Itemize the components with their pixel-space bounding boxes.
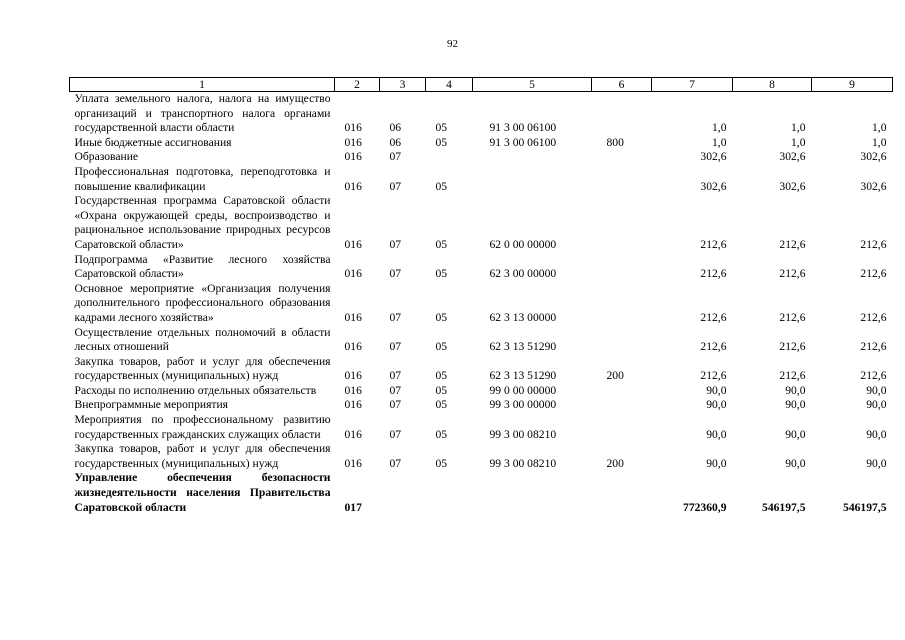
cell-target-article	[473, 165, 592, 194]
table-row	[70, 92, 893, 136]
cell-amount-col8: 90,0	[785, 427, 806, 441]
cell-subsection	[426, 471, 473, 515]
cell-section: 06	[389, 135, 402, 149]
cell-section: 07	[389, 369, 402, 383]
cell-target-article: 99 0 00 00000	[489, 383, 557, 397]
cell-ministry-code: 016	[344, 383, 362, 397]
row-name: Внепрограммные мероприятия	[74, 398, 229, 412]
row-name: Уплата земельного налога, налога на имущество организаций и транспортного налога органами государственной власти области	[74, 92, 331, 135]
cell-subsection: 05	[435, 179, 448, 193]
table-row	[70, 471, 893, 515]
cell-ministry-code: 016	[344, 340, 362, 354]
cell-amount-col8: 212,6	[779, 267, 806, 281]
header-cell: 5	[473, 78, 592, 92]
cell-target-article: 99 3 00 00000	[489, 398, 557, 412]
cell-ministry-code: 016	[344, 135, 362, 149]
cell-amount-col7: 1,0	[712, 121, 727, 135]
cell-amount-col7: 212,6	[700, 369, 727, 383]
cell-amount-col8: 90,0	[785, 456, 806, 470]
header-cell: 9	[812, 78, 893, 92]
table-row	[70, 165, 893, 194]
row-name: Управление обеспечения безопасности жизнедеятельности населения Правительства Саратовской области	[74, 471, 331, 514]
cell-ministry-code: 016	[344, 456, 362, 470]
cell-section: 07	[389, 427, 402, 441]
cell-subsection	[426, 150, 473, 165]
table-row	[70, 384, 893, 399]
table-row	[70, 253, 893, 282]
cell-amount-col8: 302,6	[779, 150, 806, 164]
header-cell: 3	[380, 78, 426, 92]
cell-amount-col8: 212,6	[779, 369, 806, 383]
header-row	[70, 78, 893, 92]
cell-target-article: 62 0 00 00000	[489, 237, 557, 251]
table-header	[70, 78, 893, 92]
cell-amount-col9: 302,6	[860, 150, 887, 164]
cell-amount-col9: 212,6	[860, 340, 887, 354]
row-name: Подпрограмма «Развитие лесного хозяйства Саратовской области»	[74, 252, 331, 281]
cell-target-article	[473, 471, 592, 515]
cell-amount-col7: 90,0	[706, 383, 727, 397]
table-row	[70, 194, 893, 252]
cell-ministry-code: 016	[344, 427, 362, 441]
cell-expense-type	[592, 92, 652, 136]
cell-ministry-code: 016	[344, 267, 362, 281]
cell-expense-type: 800	[606, 135, 624, 149]
cell-ministry-code: 016	[344, 398, 362, 412]
cell-subsection: 05	[435, 369, 448, 383]
cell-amount-col7: 212,6	[700, 340, 727, 354]
cell-ministry-code: 017	[344, 500, 362, 514]
cell-subsection: 05	[435, 398, 448, 412]
cell-target-article: 62 3 13 51290	[489, 369, 557, 383]
budget-table	[69, 77, 893, 515]
cell-section: 07	[389, 383, 402, 397]
cell-amount-col9: 90,0	[866, 427, 887, 441]
cell-target-article: 99 3 00 08210	[489, 456, 557, 470]
cell-amount-col9: 1,0	[872, 121, 887, 135]
cell-amount-col7: 90,0	[706, 456, 727, 470]
cell-amount-col8: 1,0	[791, 135, 806, 149]
header-cell: 8	[733, 78, 812, 92]
cell-amount-col8: 1,0	[791, 121, 806, 135]
row-name: Образование	[74, 150, 139, 164]
cell-amount-col9: 212,6	[860, 237, 887, 251]
row-name: Мероприятия по профессиональному развитию государственных гражданских служащих области	[74, 413, 331, 441]
cell-amount-col7: 90,0	[706, 427, 727, 441]
table-body	[70, 92, 893, 516]
cell-expense-type	[592, 253, 652, 282]
cell-amount-col9: 90,0	[866, 456, 887, 470]
table-row	[70, 355, 893, 384]
cell-ministry-code: 016	[344, 121, 362, 135]
cell-target-article	[473, 150, 592, 165]
cell-expense-type	[592, 165, 652, 194]
header-cell: 2	[335, 78, 380, 92]
cell-expense-type	[592, 326, 652, 355]
cell-section: 06	[389, 121, 402, 135]
cell-subsection: 05	[435, 427, 448, 441]
cell-subsection: 05	[435, 310, 448, 324]
table-row	[70, 150, 893, 165]
cell-amount-col8: 302,6	[779, 179, 806, 193]
cell-expense-type	[592, 384, 652, 399]
cell-expense-type	[592, 282, 652, 326]
cell-ministry-code: 016	[344, 310, 362, 324]
cell-section	[380, 471, 426, 515]
cell-ministry-code: 016	[344, 150, 362, 164]
cell-amount-col9: 90,0	[866, 398, 887, 412]
cell-amount-col7: 1,0	[712, 135, 727, 149]
header-cell: 7	[652, 78, 733, 92]
cell-section: 07	[389, 456, 402, 470]
cell-subsection: 05	[435, 383, 448, 397]
page-number: 92	[447, 38, 458, 50]
cell-subsection: 05	[435, 340, 448, 354]
cell-amount-col8: 212,6	[779, 310, 806, 324]
cell-amount-col8: 90,0	[785, 383, 806, 397]
cell-amount-col7: 212,6	[700, 310, 727, 324]
cell-target-article: 62 3 13 00000	[489, 310, 557, 324]
cell-expense-type	[592, 150, 652, 165]
cell-amount-col9: 1,0	[872, 135, 887, 149]
cell-target-article: 62 3 13 51290	[489, 340, 557, 354]
cell-subsection: 05	[435, 237, 448, 251]
cell-subsection: 05	[435, 121, 448, 135]
cell-amount-col8: 212,6	[779, 340, 806, 354]
cell-subsection: 05	[435, 135, 448, 149]
cell-amount-col7: 302,6	[700, 179, 727, 193]
cell-expense-type	[592, 398, 652, 413]
cell-amount-col9: 546197,5	[843, 500, 887, 514]
cell-amount-col9: 212,6	[860, 369, 887, 383]
table-row	[70, 326, 893, 355]
cell-target-article: 91 3 00 06100	[489, 121, 557, 135]
row-name: Закупка товаров, работ и услуг для обеспечения государственных (муниципальных) нужд	[74, 442, 331, 470]
row-name: Осуществление отдельных полномочий в области лесных отношений	[74, 325, 331, 354]
cell-section: 07	[389, 237, 402, 251]
table-row	[70, 398, 893, 413]
cell-subsection: 05	[435, 456, 448, 470]
cell-expense-type: 200	[606, 369, 624, 383]
row-name: Основное мероприятие «Организация получения дополнительного профессионального образования кадрами лесного хозяйства»	[74, 281, 331, 324]
table-row	[70, 413, 893, 442]
cell-expense-type	[592, 471, 652, 515]
cell-section: 07	[389, 340, 402, 354]
cell-amount-col7: 212,6	[700, 237, 727, 251]
header-cell: 1	[70, 78, 335, 92]
table-row	[70, 442, 893, 471]
cell-amount-col7: 212,6	[700, 267, 727, 281]
cell-amount-col9: 90,0	[866, 383, 887, 397]
cell-section: 07	[389, 310, 402, 324]
cell-ministry-code: 016	[344, 237, 362, 251]
table-row	[70, 136, 893, 151]
row-name: Иные бюджетные ассигнования	[74, 135, 232, 149]
cell-expense-type	[592, 413, 652, 442]
cell-amount-col7: 772360,9	[683, 500, 727, 514]
cell-amount-col8: 212,6	[779, 237, 806, 251]
cell-amount-col8: 546197,5	[762, 500, 806, 514]
cell-expense-type: 200	[606, 456, 624, 470]
cell-amount-col9: 212,6	[860, 310, 887, 324]
cell-amount-col9: 212,6	[860, 267, 887, 281]
row-name: Профессиональная подготовка, переподготовка и повышение квалификации	[74, 164, 331, 193]
cell-section: 07	[389, 398, 402, 412]
cell-target-article: 62 3 00 00000	[489, 267, 557, 281]
cell-subsection: 05	[435, 267, 448, 281]
row-name: Закупка товаров, работ и услуг для обеспечения государственных (муниципальных) нужд	[74, 354, 331, 383]
header-cell: 4	[426, 78, 473, 92]
cell-amount-col7: 302,6	[700, 150, 727, 164]
cell-expense-type	[592, 194, 652, 252]
cell-amount-col7: 90,0	[706, 398, 727, 412]
row-name: Расходы по исполнению отдельных обязательств	[74, 383, 317, 397]
cell-target-article: 91 3 00 06100	[489, 135, 557, 149]
header-cell: 6	[592, 78, 652, 92]
cell-target-article: 99 3 00 08210	[489, 427, 557, 441]
cell-amount-col8: 90,0	[785, 398, 806, 412]
cell-amount-col9: 302,6	[860, 179, 887, 193]
table-row	[70, 282, 893, 326]
cell-ministry-code: 016	[344, 369, 362, 383]
cell-ministry-code: 016	[344, 179, 362, 193]
row-name: Государственная программа Саратовской области «Охрана окружающей среды, воспроизводство и рациональное использование природных ресурсов Саратовской области»	[74, 194, 331, 251]
cell-section: 07	[389, 150, 402, 164]
cell-section: 07	[389, 267, 402, 281]
cell-section: 07	[389, 179, 402, 193]
